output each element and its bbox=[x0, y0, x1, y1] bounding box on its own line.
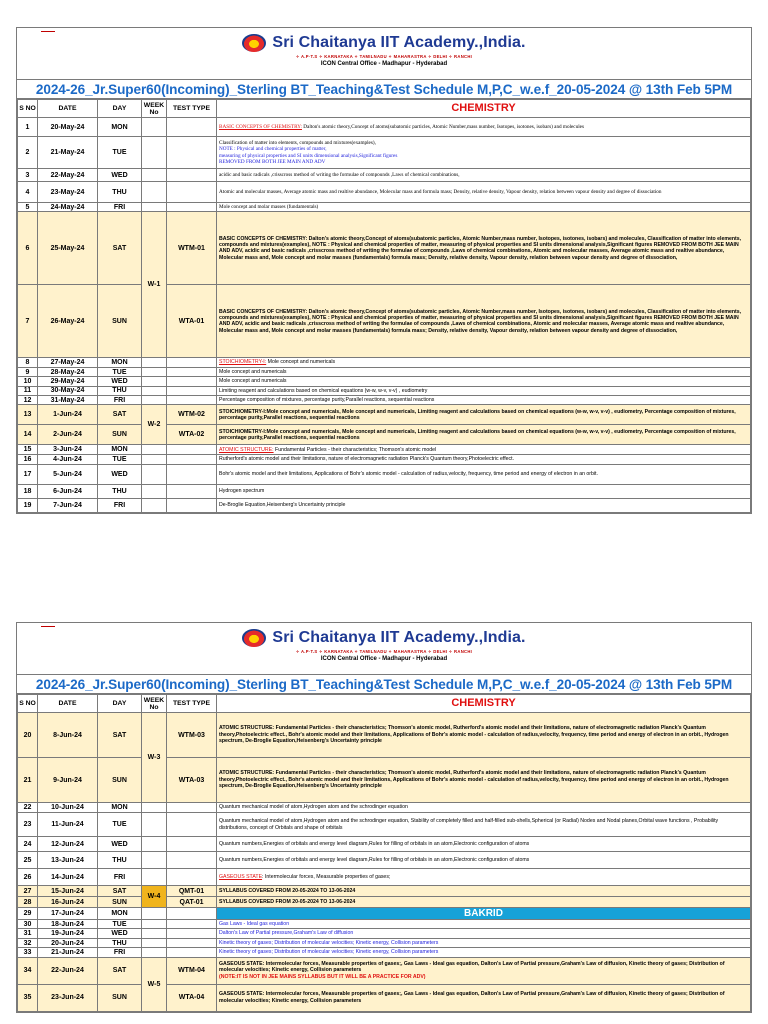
week-cell bbox=[142, 803, 167, 813]
date-cell: 20-Jun-24 bbox=[38, 938, 98, 947]
day-cell: TUE bbox=[98, 813, 142, 837]
table-row bbox=[18, 957, 751, 984]
day-cell: SAT bbox=[98, 405, 142, 425]
institution-name: Sri Chaitanya IIT Academy.,India. bbox=[272, 34, 526, 51]
topic-cell: Mole concept and molar masses (fundamentals) bbox=[217, 203, 751, 212]
topic-cell: ATOMIC STRUCTURE: Fundamental Particles - their characteristics; Thomson's atomic model, Rutherford's atomic model and their limitations, nature of electromagnetic radiation Planck's Quantum theory,Photoelectric effect., Bohr's atomic model and their limitations, Applications of Bohr's atomic model - calculation of radius,velocity, frequency, time period and energy of electron in an orbit., Hydrogen spectrum, De-Broglie Equation,Heisenberg's Uncertainty principle bbox=[217, 713, 751, 758]
topic-note: measuring of physical properties and SI units dimensional analysis,Significant figures bbox=[219, 152, 398, 159]
sno-cell: 16 bbox=[18, 455, 38, 464]
week-cell bbox=[142, 203, 167, 212]
topic-cell bbox=[217, 118, 751, 137]
topic-text: Dalton's atomic theory,Concept of atoms(subatomic particles, Atomic Number,mass number, Isotopes, isotones, isobars) and molecules bbox=[301, 123, 584, 130]
topic-cell: Quantum numbers,Energies of orbitals and energy level diagram,Rules for filling of orbitals in an atom,Electronic configuration of atoms bbox=[217, 837, 751, 852]
table-row bbox=[18, 203, 751, 212]
test-cell bbox=[167, 358, 217, 367]
test-cell bbox=[167, 920, 217, 929]
day-cell: SUN bbox=[98, 984, 142, 1011]
day-cell: WED bbox=[98, 377, 142, 386]
table-row bbox=[18, 929, 751, 938]
col-test-type: TEST TYPE bbox=[167, 695, 217, 713]
week-cell: W-4 bbox=[142, 886, 167, 908]
day-cell: TUE bbox=[98, 920, 142, 929]
day-cell: FRI bbox=[98, 203, 142, 212]
test-cell: WTA-04 bbox=[167, 984, 217, 1011]
table-row bbox=[18, 984, 751, 1011]
sno-cell: 10 bbox=[18, 377, 38, 386]
sno-cell: 5 bbox=[18, 203, 38, 212]
day-cell: SUN bbox=[98, 897, 142, 908]
week-cell bbox=[142, 837, 167, 852]
schedule-page-2 bbox=[16, 622, 752, 1013]
sno-cell: 28 bbox=[18, 897, 38, 908]
week-cell bbox=[142, 367, 167, 376]
week-cell bbox=[142, 169, 167, 182]
day-cell: WED bbox=[98, 837, 142, 852]
test-cell: QAT-01 bbox=[167, 897, 217, 908]
topic-cell: Limiting reagent and calculations based on chemical equations (w-w, w-v, v-v) , eudiometry bbox=[217, 386, 751, 395]
table-row bbox=[18, 948, 751, 957]
week-cell bbox=[142, 396, 167, 405]
test-cell bbox=[167, 367, 217, 376]
day-cell: WED bbox=[98, 464, 142, 484]
test-cell bbox=[167, 837, 217, 852]
week-cell bbox=[142, 377, 167, 386]
table-row bbox=[18, 445, 751, 455]
schedule-title: 2024-26_Jr.Super60(Incoming)_Sterling BT_Teaching&Test Schedule M,P,C_w.e.f_20-05-2024 @ 13th Feb 5PM bbox=[17, 675, 751, 694]
test-cell bbox=[167, 203, 217, 212]
sno-cell: 19 bbox=[18, 498, 38, 512]
col-day: DAY bbox=[98, 100, 142, 118]
date-cell: 19-Jun-24 bbox=[38, 929, 98, 938]
table-row bbox=[18, 169, 751, 182]
topic-cell bbox=[217, 445, 751, 455]
topic-cell: GASEOUS STATE: Intermolecular forces, Measurable properties of gases;, Gas Laws - Ideal gas equation, Dalton's Law of Partial pressure,Graham's Law of diffusion, Kinetic theory of gases; Distribution of molecular velocities; Kinetic energy, Collision parameters bbox=[217, 984, 751, 1011]
col-chemistry: CHEMISTRY bbox=[217, 100, 751, 118]
week-cell bbox=[142, 484, 167, 498]
date-cell: 8-Jun-24 bbox=[38, 713, 98, 758]
table-row bbox=[18, 396, 751, 405]
sno-cell: 12 bbox=[18, 396, 38, 405]
week-cell bbox=[142, 498, 167, 512]
date-cell: 14-Jun-24 bbox=[38, 869, 98, 886]
date-cell: 30-May-24 bbox=[38, 386, 98, 395]
day-cell: MON bbox=[98, 445, 142, 455]
date-cell: 26-May-24 bbox=[38, 285, 98, 358]
schedule-table bbox=[17, 694, 751, 1012]
topic-text: : Intermolecular forces, Measurable properties of gases; bbox=[262, 873, 391, 880]
day-cell: FRI bbox=[98, 869, 142, 886]
week-cell: W-2 bbox=[142, 405, 167, 445]
sno-cell: 22 bbox=[18, 803, 38, 813]
date-cell: 11-Jun-24 bbox=[38, 813, 98, 837]
test-cell bbox=[167, 445, 217, 455]
test-cell bbox=[167, 929, 217, 938]
test-cell bbox=[167, 169, 217, 182]
test-cell bbox=[167, 118, 217, 137]
topic-cell: Percentage composition of mixtures, percentage purity,Parallel reactions, sequential reactions bbox=[217, 396, 751, 405]
day-cell: TUE bbox=[98, 367, 142, 376]
topic-cell: De-Broglie Equation,Heisenberg's Uncertainty principle bbox=[217, 498, 751, 512]
week-cell bbox=[142, 869, 167, 886]
topic-cell: BASIC CONCEPTS OF CHEMISTRY: Dalton's atomic theory,Concept of atoms(subatomic particles, Atomic Number,mass number, Isotopes, isotones, isobars) and molecules, Classification of matter into elements, compounds and mixtures(examples), NOTE : Physical and chemical properties of matter, measuring of physical properties and SI units dimensional analysis,Significant figures REMOVED FROM BOTH JEE MAIN AND ADV, acidic and basic radicals ,crisscross method of writing the formulae of compounds ,Laws of chemical combinations, Atomic and molecular masses, Average atomic mass and realtive abundance, Molecular mass and, Mole concept and molar masses (fundamentals) formula mass; Density, relative density, Vapour density, relation between vapour density and degree of dissociation, bbox=[217, 212, 751, 285]
table-row bbox=[18, 386, 751, 395]
test-cell bbox=[167, 484, 217, 498]
date-cell: 17-Jun-24 bbox=[38, 908, 98, 920]
sri-chaitanya-logo-icon bbox=[242, 34, 266, 52]
day-cell: MON bbox=[98, 358, 142, 367]
day-cell: SAT bbox=[98, 713, 142, 758]
test-cell bbox=[167, 852, 217, 869]
sno-cell: 26 bbox=[18, 869, 38, 886]
test-cell bbox=[167, 377, 217, 386]
sno-cell: 2 bbox=[18, 137, 38, 169]
date-cell: 5-Jun-24 bbox=[38, 464, 98, 484]
test-cell bbox=[167, 938, 217, 947]
day-cell: FRI bbox=[98, 498, 142, 512]
topic-cell: Hydrogen spectrum bbox=[217, 484, 751, 498]
week-cell bbox=[142, 386, 167, 395]
date-cell: 9-Jun-24 bbox=[38, 758, 98, 803]
table-row bbox=[18, 837, 751, 852]
topic-text: Fundamental Particles - their characteristics; Thomson's atomic model bbox=[273, 446, 437, 453]
week-cell bbox=[142, 358, 167, 367]
day-cell: FRI bbox=[98, 396, 142, 405]
date-cell: 13-Jun-24 bbox=[38, 852, 98, 869]
day-cell: SAT bbox=[98, 886, 142, 897]
date-cell: 24-May-24 bbox=[38, 203, 98, 212]
test-cell bbox=[167, 396, 217, 405]
day-cell: THU bbox=[98, 938, 142, 947]
table-row bbox=[18, 425, 751, 445]
test-cell: WTM-01 bbox=[167, 212, 217, 285]
test-cell bbox=[167, 386, 217, 395]
day-cell: SUN bbox=[98, 758, 142, 803]
test-cell bbox=[167, 869, 217, 886]
test-cell bbox=[167, 137, 217, 169]
col-date: DATE bbox=[38, 100, 98, 118]
week-cell: W-5 bbox=[142, 957, 167, 1011]
day-cell: MON bbox=[98, 118, 142, 137]
col-sno: S NO bbox=[18, 100, 38, 118]
topic-cell: Atomic and molecular masses, Average atomic mass and realtive abundance, Molecular mass and formula mass; Density, relative density, Vapour density, relation between vapour density and degree of dissociation bbox=[217, 182, 751, 203]
sno-cell: 8 bbox=[18, 358, 38, 367]
sno-cell: 33 bbox=[18, 948, 38, 957]
day-cell: TUE bbox=[98, 137, 142, 169]
test-cell bbox=[167, 182, 217, 203]
sno-cell: 7 bbox=[18, 285, 38, 358]
table-header-row bbox=[18, 100, 751, 118]
date-cell: 20-May-24 bbox=[38, 118, 98, 137]
test-cell: WTA-01 bbox=[167, 285, 217, 358]
table-row bbox=[18, 908, 751, 920]
topic-cell bbox=[217, 957, 751, 984]
sno-cell: 34 bbox=[18, 957, 38, 984]
date-cell: 18-Jun-24 bbox=[38, 920, 98, 929]
topic-heading: ATOMIC STRUCTURE: bbox=[219, 446, 274, 453]
week-cell bbox=[142, 464, 167, 484]
week-cell bbox=[142, 920, 167, 929]
table-row bbox=[18, 464, 751, 484]
sno-cell: 25 bbox=[18, 852, 38, 869]
states-strip: ✧ A.P·T.S ✧ KARNATAKA ✧ TAMILNADU ✧ MAHARASTRA ✧ DELHI ✧ RANCHI bbox=[295, 649, 473, 654]
test-cell bbox=[167, 813, 217, 837]
week-cell bbox=[142, 938, 167, 947]
day-cell: THU bbox=[98, 182, 142, 203]
date-cell: 22-May-24 bbox=[38, 169, 98, 182]
day-cell: SUN bbox=[98, 285, 142, 358]
sno-cell: 31 bbox=[18, 929, 38, 938]
topic-cell: Quantum numbers,Energies of orbitals and energy level diagram,Rules for filling of orbitals in an atom,Electronic configuration of atoms bbox=[217, 852, 751, 869]
table-row bbox=[18, 938, 751, 947]
col-week: WEEK No bbox=[142, 100, 167, 118]
topic-cell bbox=[217, 869, 751, 886]
date-cell: 6-Jun-24 bbox=[38, 484, 98, 498]
test-cell bbox=[167, 498, 217, 512]
date-cell: 28-May-24 bbox=[38, 367, 98, 376]
test-cell: QMT-01 bbox=[167, 886, 217, 897]
table-row bbox=[18, 758, 751, 803]
date-cell: 7-Jun-24 bbox=[38, 498, 98, 512]
topic-cell: Mole concept and numericals bbox=[217, 377, 751, 386]
sno-cell: 23 bbox=[18, 813, 38, 837]
topic-note: REMOVED FROM BOTH JEE MAIN AND ADV bbox=[219, 158, 326, 165]
sno-cell: 18 bbox=[18, 484, 38, 498]
day-cell: THU bbox=[98, 386, 142, 395]
sno-cell: 35 bbox=[18, 984, 38, 1011]
table-row bbox=[18, 713, 751, 758]
sno-cell: 20 bbox=[18, 713, 38, 758]
table-row bbox=[18, 886, 751, 897]
day-cell: MON bbox=[98, 803, 142, 813]
sno-cell: 21 bbox=[18, 758, 38, 803]
sno-cell: 11 bbox=[18, 386, 38, 395]
topic-heading: STOICHIOMETRY-I: bbox=[219, 359, 267, 366]
topic-heading: BASIC CONCEPTS OF CHEMISTRY: bbox=[219, 123, 302, 130]
week-cell bbox=[142, 137, 167, 169]
test-cell: WTA-02 bbox=[167, 425, 217, 445]
topic-cell: Gas Laws - Ideal gas equation bbox=[217, 920, 751, 929]
week-cell bbox=[142, 445, 167, 455]
test-cell bbox=[167, 455, 217, 464]
col-chemistry: CHEMISTRY bbox=[217, 695, 751, 713]
week-cell bbox=[142, 455, 167, 464]
day-cell: WED bbox=[98, 169, 142, 182]
week-cell bbox=[142, 929, 167, 938]
sno-cell: 15 bbox=[18, 445, 38, 455]
page-header bbox=[17, 623, 751, 675]
week-cell: W-3 bbox=[142, 713, 167, 803]
table-row bbox=[18, 405, 751, 425]
institution-name: Sri Chaitanya IIT Academy.,India. bbox=[272, 629, 526, 646]
date-cell: 1-Jun-24 bbox=[38, 405, 98, 425]
topic-heading: GASEOUS STATE bbox=[219, 873, 263, 880]
sri-chaitanya-logo-icon bbox=[242, 629, 266, 647]
sno-cell: 14 bbox=[18, 425, 38, 445]
test-cell bbox=[167, 948, 217, 957]
date-cell: 12-Jun-24 bbox=[38, 837, 98, 852]
topic-cell: Kinetic theory of gases; Distribution of molecular velocities; Kinetic energy, Collision parameters bbox=[217, 948, 751, 957]
sno-cell: 17 bbox=[18, 464, 38, 484]
week-cell bbox=[142, 118, 167, 137]
test-cell bbox=[167, 803, 217, 813]
topic-cell: Quantum mechanical model of atom,Hydrogen atom and the schrodinger equation bbox=[217, 803, 751, 813]
date-cell: 4-Jun-24 bbox=[38, 455, 98, 464]
table-row bbox=[18, 358, 751, 367]
table-row bbox=[18, 137, 751, 169]
schedule-title: 2024-26_Jr.Super60(Incoming)_Sterling BT_Teaching&Test Schedule M,P,C_w.e.f_20-05-2024 @ 13th Feb 5PM bbox=[17, 80, 751, 99]
topic-cell: Rutherford's atomic model and their limitations, nature of electromagnetic radiation Planck's Quantum theory,Photoelectric effect. bbox=[217, 455, 751, 464]
topic-text: GASEOUS STATE: Intermolecular forces, Measurable properties of gases;, Gas Laws - Ideal gas equation, Dalton's Law of Partial pressure,Graham's Law of diffusion, Kinetic theory of gases; Distribution of molecular velocities; Kinetic energy, Collision parameters bbox=[219, 961, 725, 974]
table-row bbox=[18, 118, 751, 137]
office-line: ICON Central Office - Madhapur - Hyderabad bbox=[320, 61, 448, 67]
test-cell: WTM-03 bbox=[167, 713, 217, 758]
topic-text: Mole concept and numericals bbox=[266, 359, 336, 366]
topic-cell: Kinetic theory of gases; Distribution of molecular velocities; Kinetic energy, Collision parameters bbox=[217, 938, 751, 947]
topic-cell: Mole concept and numericals bbox=[217, 367, 751, 376]
sno-cell: 24 bbox=[18, 837, 38, 852]
col-date: DATE bbox=[38, 695, 98, 713]
page-header bbox=[17, 28, 751, 80]
week-cell bbox=[142, 948, 167, 957]
date-cell: 27-May-24 bbox=[38, 358, 98, 367]
schedule-page-1 bbox=[16, 27, 752, 514]
sno-cell: 27 bbox=[18, 886, 38, 897]
table-row bbox=[18, 498, 751, 512]
date-cell: 25-May-24 bbox=[38, 212, 98, 285]
col-test-type: TEST TYPE bbox=[167, 100, 217, 118]
table-header-row bbox=[18, 695, 751, 713]
col-day: DAY bbox=[98, 695, 142, 713]
test-cell bbox=[167, 464, 217, 484]
topic-cell: SYLLABUS COVERED FROM 20-05-2024 TO 13-06-2024 bbox=[217, 897, 751, 908]
week-cell bbox=[142, 908, 167, 920]
test-cell: WTM-02 bbox=[167, 405, 217, 425]
topic-cell bbox=[217, 358, 751, 367]
day-cell: WED bbox=[98, 929, 142, 938]
sno-cell: 9 bbox=[18, 367, 38, 376]
table-row bbox=[18, 367, 751, 376]
sno-cell: 6 bbox=[18, 212, 38, 285]
day-cell: MON bbox=[98, 908, 142, 920]
topic-note: (NOTE:IT IS NOT IN JEE MAINS SYLLABUS BUT IT WILL BE A PRACTICE FOR ADV) bbox=[219, 973, 426, 980]
table-row bbox=[18, 920, 751, 929]
sno-cell: 30 bbox=[18, 920, 38, 929]
topic-cell: acidic and basic radicals ,crisscross method of writing the formulae of compounds ,Laws of chemical combinations, bbox=[217, 169, 751, 182]
table-row bbox=[18, 869, 751, 886]
date-cell: 15-Jun-24 bbox=[38, 886, 98, 897]
day-cell: FRI bbox=[98, 948, 142, 957]
date-cell: 3-Jun-24 bbox=[38, 445, 98, 455]
topic-cell: Quantum mechanical model of atom,Hydrogen atom and the schrodinger equation, Stability of completely filled and half-filled sub-shells,Spherical (or Radial) Nodes and Nodal planes,Orbital wave functions , Probability distributions, concept of Orbitals and shape of orbitals bbox=[217, 813, 751, 837]
table-row bbox=[18, 182, 751, 203]
col-week: WEEK No bbox=[142, 695, 167, 713]
week-cell: W-1 bbox=[142, 212, 167, 358]
sno-cell: 4 bbox=[18, 182, 38, 203]
date-cell: 21-Jun-24 bbox=[38, 948, 98, 957]
sno-cell: 29 bbox=[18, 908, 38, 920]
topic-cell: BASIC CONCEPTS OF CHEMISTRY: Dalton's atomic theory,Concept of atoms(subatomic particles, Atomic Number,mass number, Isotopes, isotones, isobars) and molecules, Classification of matter into elements, compounds and mixtures(examples), NOTE : Physical and chemical properties of matter, measuring of physical properties and SI units dimensional analysis,Significant figures REMOVED FROM BOTH JEE MAIN AND ADV, acidic and basic radicals ,crisscross method of writing the formulae of compounds ,Laws of chemical combinations, Atomic and molecular masses, Average atomic mass and realtive abundance, Molecular mass and, Mole concept and molar masses (fundamentals) formula mass; Density, relative density, Vapour density, relation between vapour density and degree of dissociation, bbox=[217, 285, 751, 358]
day-cell: SAT bbox=[98, 957, 142, 984]
table-row bbox=[18, 455, 751, 464]
date-cell: 2-Jun-24 bbox=[38, 425, 98, 445]
test-cell: WTM-04 bbox=[167, 957, 217, 984]
table-row bbox=[18, 285, 751, 358]
date-cell: 31-May-24 bbox=[38, 396, 98, 405]
date-cell: 16-Jun-24 bbox=[38, 897, 98, 908]
date-cell: 22-Jun-24 bbox=[38, 957, 98, 984]
table-row bbox=[18, 377, 751, 386]
sno-cell: 32 bbox=[18, 938, 38, 947]
date-cell: 10-Jun-24 bbox=[38, 803, 98, 813]
table-row bbox=[18, 484, 751, 498]
sno-cell: 13 bbox=[18, 405, 38, 425]
week-cell bbox=[142, 182, 167, 203]
test-cell bbox=[167, 908, 217, 920]
table-row bbox=[18, 212, 751, 285]
date-cell: 23-Jun-24 bbox=[38, 984, 98, 1011]
week-cell bbox=[142, 813, 167, 837]
topic-cell bbox=[217, 137, 751, 169]
test-cell: WTA-03 bbox=[167, 758, 217, 803]
topic-note: NOTE : Physical and chemical properties of matter, bbox=[219, 146, 327, 153]
date-cell: 29-May-24 bbox=[38, 377, 98, 386]
topic-text: Classification of matter into elements, compounds and mixtures(examples), bbox=[219, 139, 376, 146]
states-strip: ✧ A.P·T.S ✧ KARNATAKA ✧ TAMILNADU ✧ MAHARASTRA ✧ DELHI ✧ RANCHI bbox=[295, 54, 473, 59]
day-cell: SUN bbox=[98, 425, 142, 445]
table-row bbox=[18, 813, 751, 837]
week-cell bbox=[142, 852, 167, 869]
topic-cell: STOICHIOMETRY-I:Mole concept and numericals, Mole concept and numericals, Limiting reagent and calculations based on chemical equations (w-w, w-v, v-v) , eudiometry, Percentage composition of mixtures, percentage purity,Parallel reactions, sequential reactions bbox=[217, 425, 751, 445]
col-sno: S NO bbox=[18, 695, 38, 713]
date-cell: 21-May-24 bbox=[38, 137, 98, 169]
topic-cell: STOICHIOMETRY-I:Mole concept and numericals, Mole concept and numericals, Limiting reagent and calculations based on chemical equations (w-w, w-v, v-v) , eudiometry, Percentage composition of mixtures, percentage purity,Parallel reactions, sequential reactions bbox=[217, 405, 751, 425]
schedule-table bbox=[17, 99, 751, 513]
date-cell: 23-May-24 bbox=[38, 182, 98, 203]
holiday-banner: BAKRID bbox=[217, 908, 751, 920]
topic-cell: Bohr's atomic model and their limitations, Applications of Bohr's atomic model - calculation of radius,velocity, frequency, time period and energy of electron in an orbit. bbox=[217, 464, 751, 484]
day-cell: TUE bbox=[98, 455, 142, 464]
day-cell: THU bbox=[98, 484, 142, 498]
day-cell: THU bbox=[98, 852, 142, 869]
topic-cell: ATOMIC STRUCTURE: Fundamental Particles - their characteristics; Thomson's atomic model, Rutherford's atomic model and their limitations, nature of electromagnetic radiation Planck's Quantum theory,Photoelectric effect., Bohr's atomic model and their limitations, Applications of Bohr's atomic model - calculation of radius,velocity, frequency, time period and energy of electron in an orbit., Hydrogen spectrum, De-Broglie Equation,Heisenberg's Uncertainty principle bbox=[217, 758, 751, 803]
office-line: ICON Central Office - Madhapur - Hyderabad bbox=[320, 656, 448, 662]
day-cell: SAT bbox=[98, 212, 142, 285]
topic-cell: Dalton's Law of Partial pressure,Graham's Law of diffusion bbox=[217, 929, 751, 938]
table-row bbox=[18, 803, 751, 813]
table-row bbox=[18, 852, 751, 869]
table-row bbox=[18, 897, 751, 908]
sno-cell: 3 bbox=[18, 169, 38, 182]
sno-cell: 1 bbox=[18, 118, 38, 137]
topic-cell: SYLLABUS COVERED FROM 20-05-2024 TO 13-06-2024 bbox=[217, 886, 751, 897]
